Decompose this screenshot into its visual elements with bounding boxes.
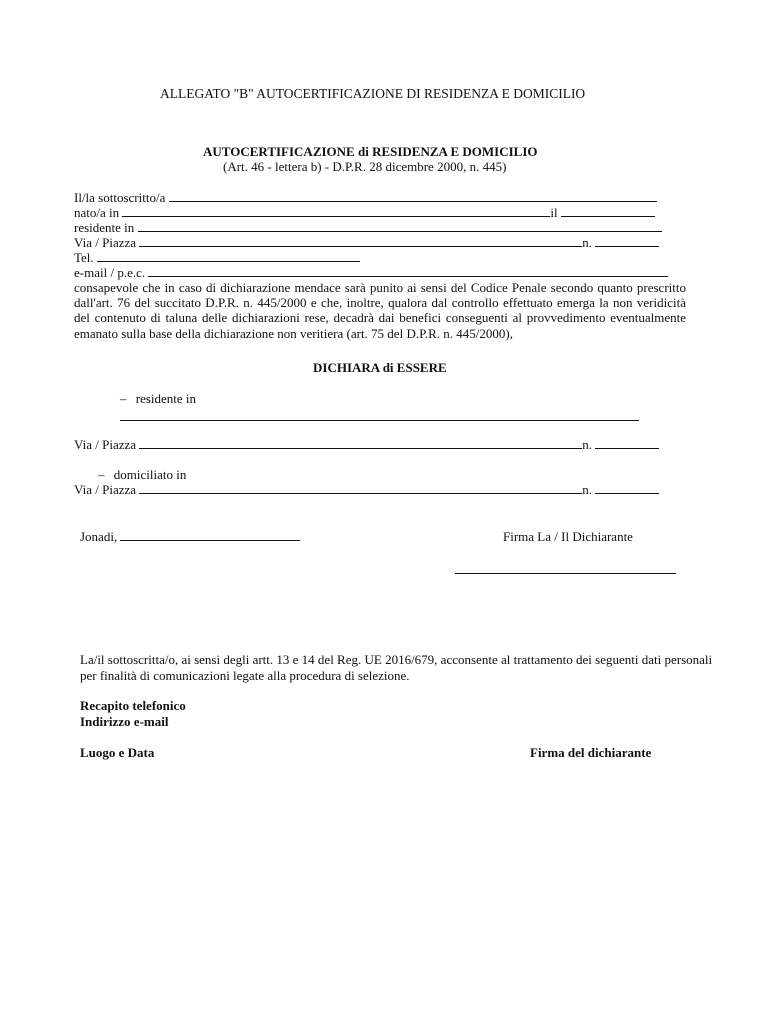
field-tel[interactable] — [74, 250, 360, 265]
domiciliato-n-blank[interactable] — [595, 482, 659, 494]
firma-blank-line[interactable] — [455, 573, 676, 574]
document-header: ALLEGATO "B" AUTOCERTIFICAZIONE DI RESIDENZA E DOMICILIO — [160, 86, 586, 101]
field-via-label: Via / Piazza — [74, 235, 137, 250]
domiciliato-n-label: n. — [582, 482, 593, 497]
residente-via-label: Via / Piazza — [74, 437, 137, 452]
field-nato-blank[interactable] — [122, 205, 550, 217]
recapito-label: Recapito telefonico — [80, 698, 186, 713]
domiciliato-via[interactable] — [74, 482, 659, 497]
firma-dichiarante-label: Firma del dichiarante — [530, 745, 652, 760]
residente-label: residente in — [135, 391, 197, 406]
place-field[interactable] — [80, 529, 300, 544]
document-title: AUTOCERTIFICAZIONE di RESIDENZA E DOMICILIO — [203, 144, 538, 159]
indirizzo-label: Indirizzo e-mail — [80, 714, 169, 729]
field-il-blank[interactable] — [561, 205, 655, 217]
residente-via-blank[interactable] — [139, 437, 582, 449]
residente-via[interactable] — [74, 437, 659, 452]
residente-n-blank[interactable] — [595, 437, 659, 449]
field-residente-blank[interactable] — [138, 220, 662, 232]
field-nato-label: nato/a in — [74, 205, 120, 220]
field-sottoscritto-blank[interactable] — [169, 190, 657, 202]
declaration-paragraph: consapevole che in caso di dichiarazione mendace sarà punito ai sensi del Codice Penale secondo quanto prescritto dall'art. 76 del succitato D.P.R. n. 445/2000 e che, inoltre, qualora dal controllo effettuato emerga la non veridicità del contenuto di taluna delle dichiarazioni rese, decadrà dai benefici conseguenti al provvedimento eventualmente emanato sulla base della dichiarazione non veritiera (art. 75 del D.P.R. n. 445/2000), — [74, 280, 686, 341]
field-il-label: il — [550, 205, 558, 220]
dichiara-heading: DICHIARA di ESSERE — [313, 360, 447, 375]
residente-bullet: – — [120, 391, 127, 406]
field-email[interactable] — [74, 265, 668, 280]
luogo-data-label: Luogo e Data — [80, 745, 155, 760]
domiciliato-via-blank[interactable] — [139, 482, 582, 494]
residente-n-label: n. — [582, 437, 593, 452]
residente-item — [120, 391, 196, 406]
place-label: Jonadi, — [80, 529, 118, 544]
field-residente[interactable] — [74, 220, 662, 235]
domiciliato-item — [98, 467, 186, 482]
domiciliato-via-label: Via / Piazza — [74, 482, 137, 497]
field-via[interactable] — [74, 235, 659, 250]
field-via-blank[interactable] — [139, 235, 582, 247]
field-n-blank[interactable] — [595, 235, 659, 247]
residente-blank-line[interactable] — [120, 420, 639, 421]
field-email-label: e-mail / p.e.c. — [74, 265, 146, 280]
field-n-label: n. — [582, 235, 593, 250]
field-sottoscritto[interactable] — [74, 190, 657, 205]
place-blank[interactable] — [120, 529, 300, 541]
privacy-paragraph: La/il sottoscritta/o, ai sensi degli artt. 13 e 14 del Reg. UE 2016/679, acconsente al trattamento dei seguenti dati personali per finalità di comunicazioni legate alla procedura di selezione. — [80, 652, 713, 683]
domiciliato-label: domiciliato in — [113, 467, 187, 482]
field-tel-blank[interactable] — [97, 250, 360, 262]
field-residente-label: residente in — [74, 220, 135, 235]
field-sottoscritto-label: Il/la sottoscritto/a — [74, 190, 166, 205]
firma-label: Firma La / Il Dichiarante — [503, 529, 633, 544]
domiciliato-bullet: – — [98, 467, 105, 482]
document-subtitle: (Art. 46 - lettera b) - D.P.R. 28 dicembre 2000, n. 445) — [223, 159, 507, 174]
field-tel-label: Tel. — [74, 250, 94, 265]
field-nato[interactable] — [74, 205, 655, 220]
field-email-blank[interactable] — [148, 265, 668, 277]
